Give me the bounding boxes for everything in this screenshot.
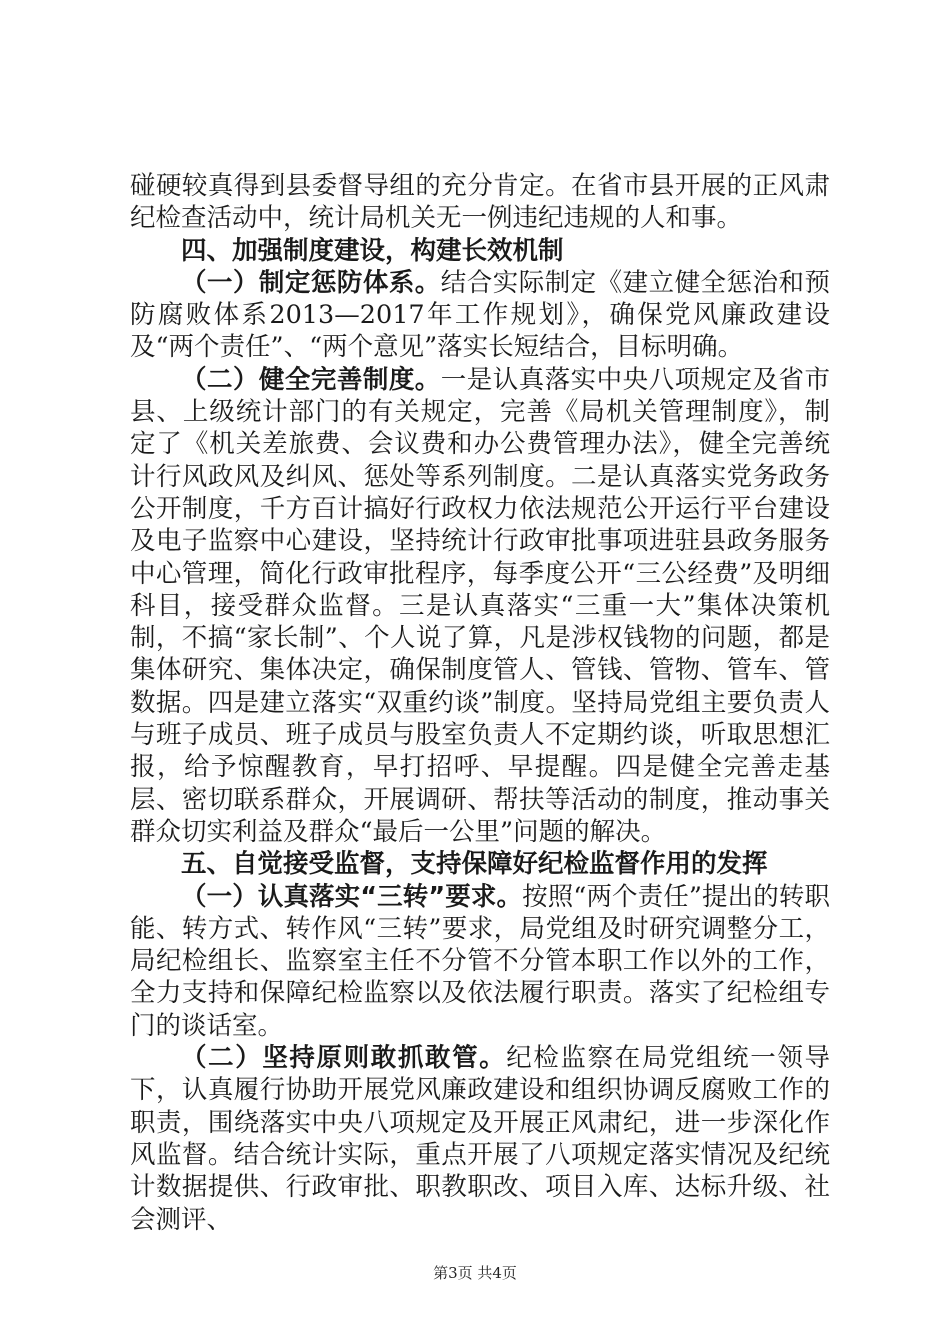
paragraph-continuation bbox=[130, 170, 830, 235]
paragraph-lead: （一）认真落实“三转”要求。 bbox=[181, 881, 523, 912]
heading-text: 四、加强制度建设，构建长效机制 bbox=[181, 235, 564, 266]
paragraph-4-1 bbox=[130, 267, 830, 364]
paragraph-text: 碰硬较真得到县委督导组的充分肯定。在省市县开展的正风肃纪检查活动中，统计局机关无一例违纪违规的人和事。 bbox=[130, 171, 830, 234]
paragraph-text: 纪检监察在局党组统一领导下，认真履行协助开展党风廉政建设和组织协调反腐败工作的职责，围绕落实中央八项规定及开展正风肃纪，进一步深化作风监督。结合统计实际，重点开展了八项规定落实情况及纪统计数据提供、行政审批、职教职改、项目入库、达标升级、社会测评、 bbox=[130, 1043, 830, 1235]
section-heading-5 bbox=[130, 848, 830, 880]
heading-text: 五、自觉接受监督，支持保障好纪检监督作用的发挥 bbox=[181, 849, 768, 880]
paragraph-text: 一是认真落实中央八项规定及省市县、上级统计部门的有关规定，完善《局机关管理制度》，制定了《机关差旅费、会议费和办公费管理办法》，健全完善统计行风政风及纠风、惩处等系列制度。二是认真落实党务政务公开制度，千方百计搞好行政权力依法规范公开运行平台建设及电子监察中心建设，坚持统计行政审批事项进驻县政务服务中心管理，简化行政审批程序，每季度公开“三公经费”及明细科目，接受群众监督。三是认真落实“三重一大”集体决策机制，不搞“家长制”、个人说了算，凡是涉权钱物的问题，都是集体研究、集体决定，确保制度管人、管钱、管物、管车、管数据。四是建立落实“双重约谈”制度。坚持局党组主要负责人与班子成员、班子成员与股室负责人不定期约谈，听取思想汇报，给予惊醒教育，早打招呼、早提醒。四是健全完善走基层、密切联系群众，开展调研、帮扶等活动的制度，推动事关群众切实利益及群众“最后一公里”问题的解决。 bbox=[130, 364, 830, 847]
section-heading-4 bbox=[130, 235, 830, 267]
page-footer: 第3页 共4页 bbox=[433, 1264, 517, 1282]
paragraph-4-2 bbox=[130, 364, 830, 848]
paragraph-text: 按照“两个责任”提出的转职能、转方式、转作风“三转”要求，局党组及时研究调整分工，局纪检组长、监察室主任不分管不分管本职工作以外的工作，全力支持和保障纪检监察以及依法履行职责。落实了纪检组专门的谈话室。 bbox=[130, 881, 830, 1041]
paragraph-5-2 bbox=[130, 1042, 830, 1236]
paragraph-text: 结合实际制定《建立健全惩治和预防腐败体系2013—2017年工作规划》，确保党风廉政建设及“两个责任”、“两个意见”落实长短结合，目标明确。 bbox=[130, 267, 830, 363]
paragraph-lead: （一）制定惩防体系。 bbox=[181, 267, 441, 298]
paragraph-5-1 bbox=[130, 881, 830, 1042]
paragraph-lead: （二）健全完善制度。 bbox=[181, 364, 441, 395]
document-body bbox=[130, 170, 830, 1236]
paragraph-lead: （二）坚持原则敢抓敢管。 bbox=[181, 1043, 507, 1074]
